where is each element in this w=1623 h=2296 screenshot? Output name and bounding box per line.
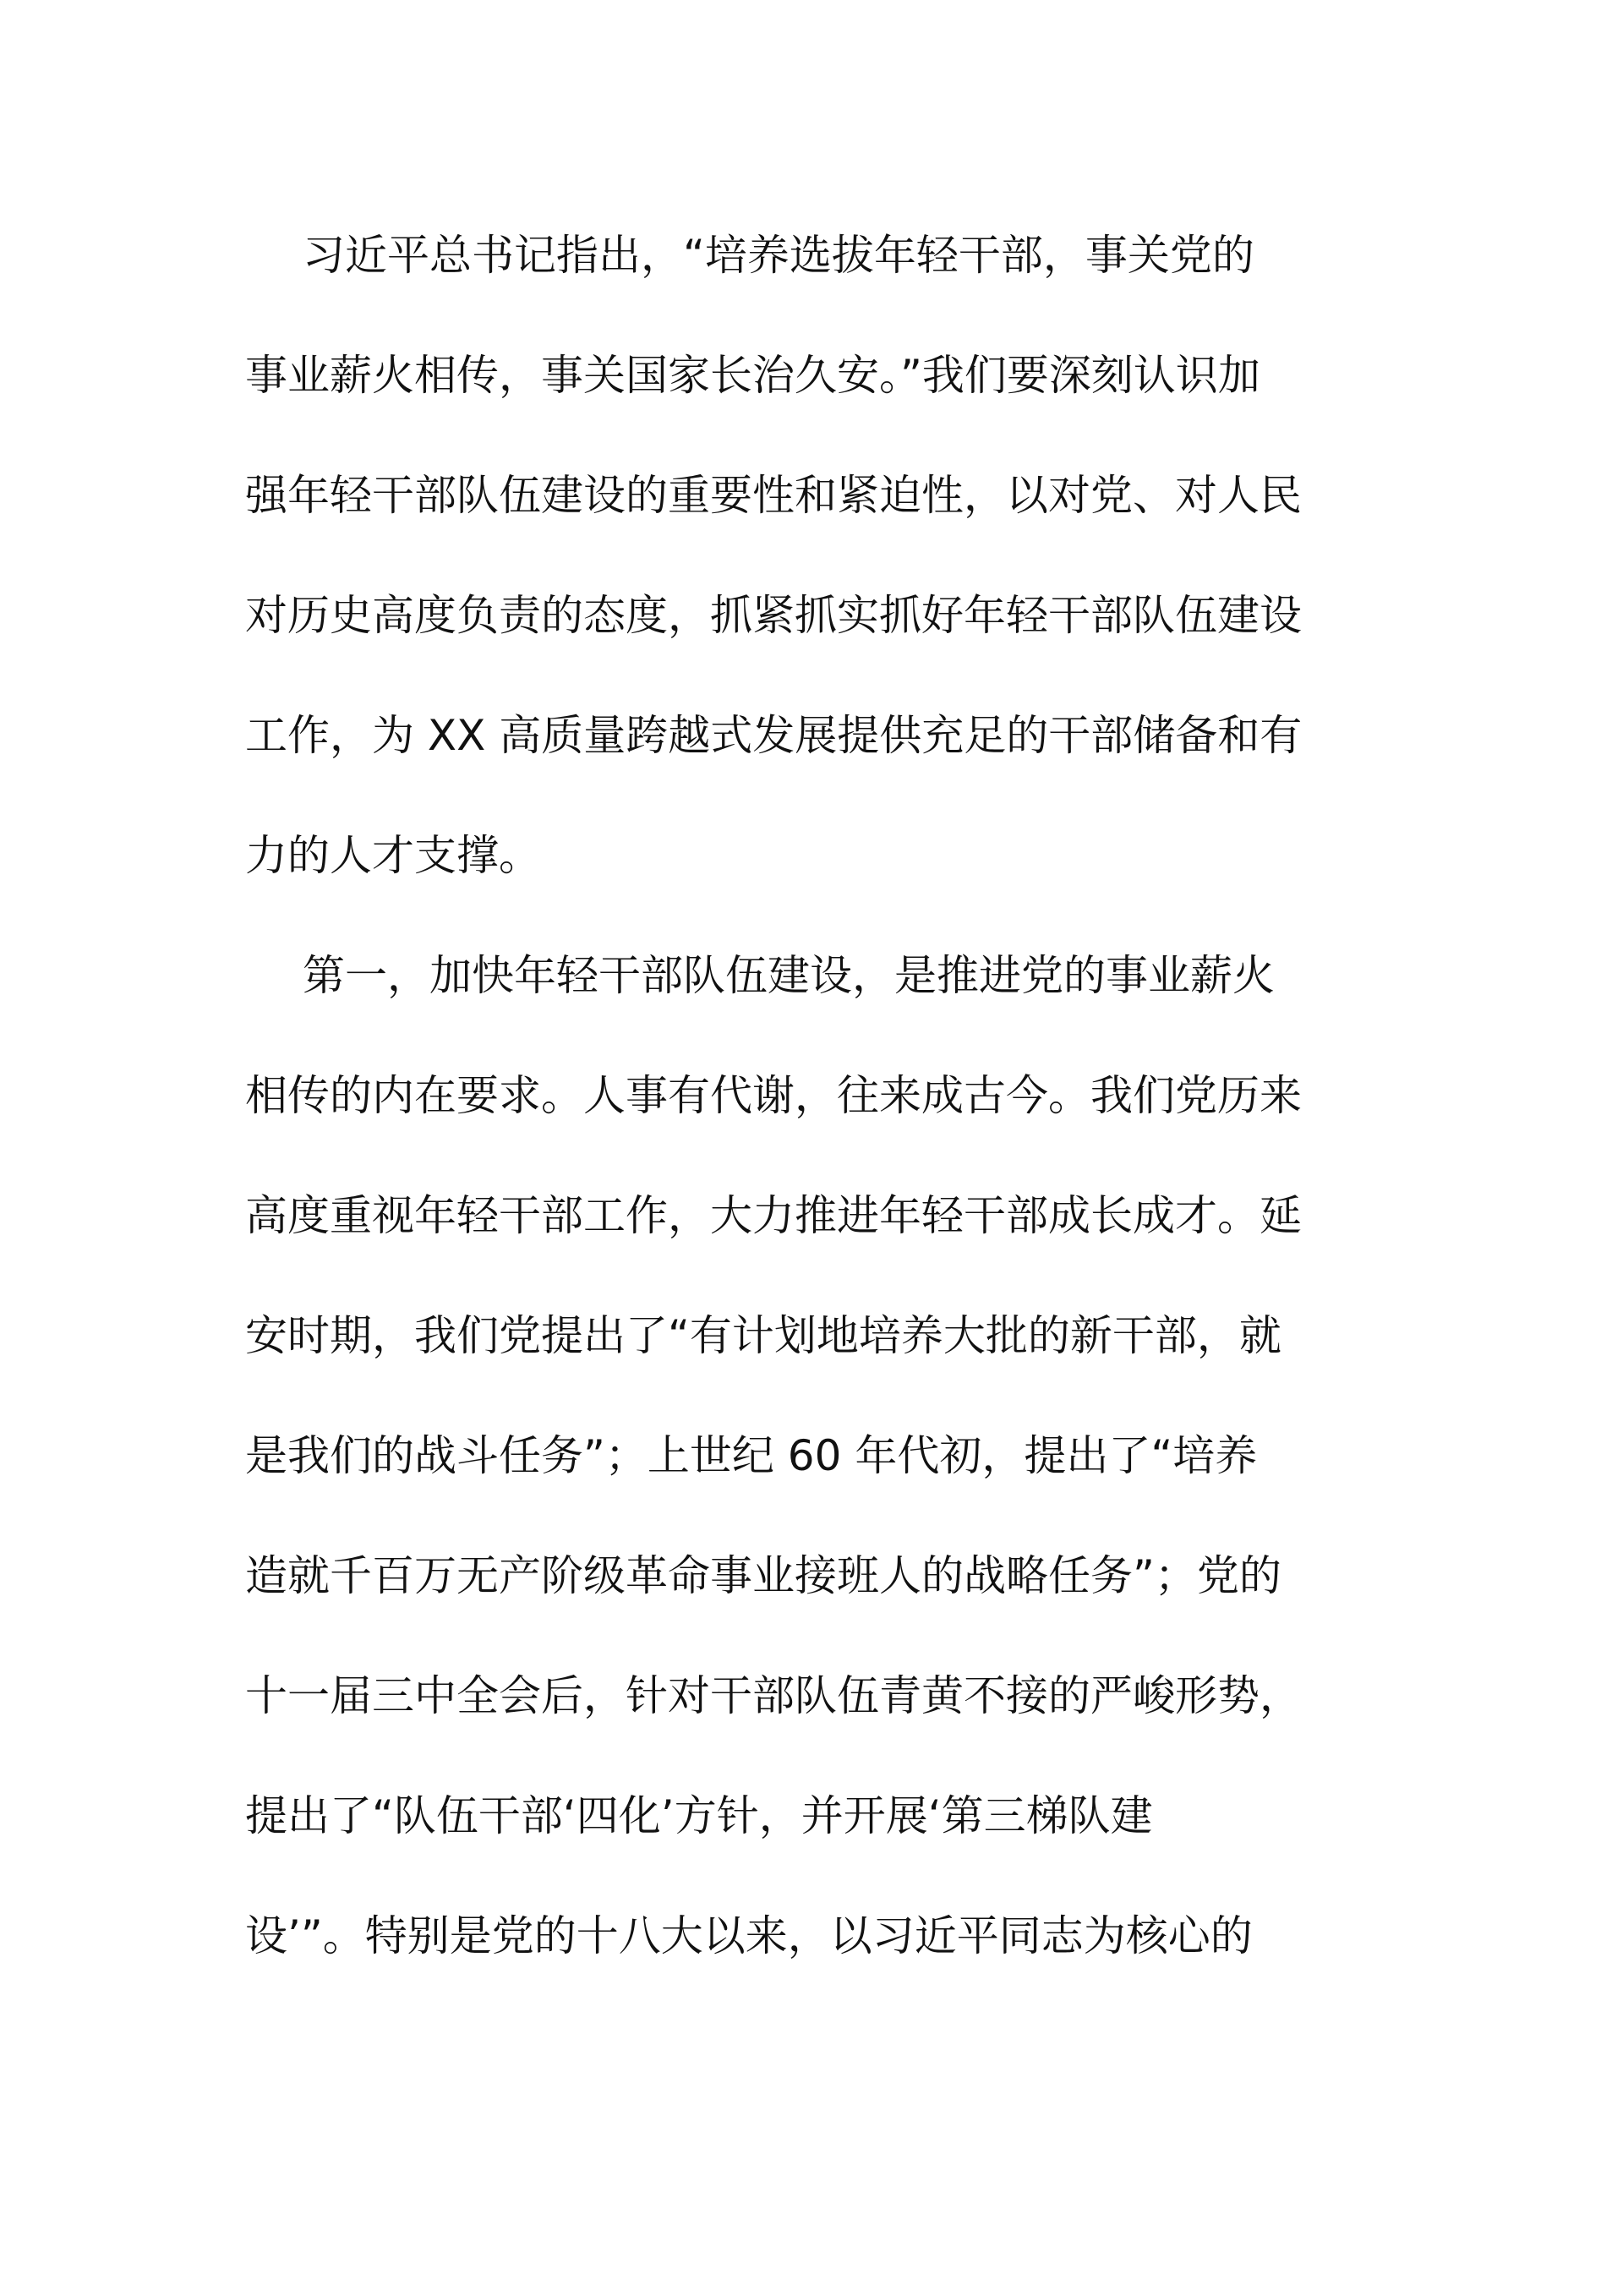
text-line: 力的人才支撑。 (245, 831, 541, 880)
text-line: 强年轻干部队伍建设的重要性和紧迫性，以对党、对人民 (245, 471, 1302, 520)
text-line: 对历史高度负责的态度，抓紧抓实抓好年轻干部队伍建设 (245, 591, 1302, 640)
text-line: 习近平总书记指出，“培养选拔年轻干部，事关党的 (303, 231, 1254, 280)
text-line: 提出了“队伍干部‘四化’方针，并开展‘第三梯队建 (245, 1791, 1153, 1840)
text-line: 第一，加快年轻干部队伍建设，是推进党的事业薪火 (303, 951, 1275, 1000)
text-line: 事业薪火相传，事关国家长治久安。”我们要深刻认识加 (245, 351, 1260, 400)
text-line: 是我们的战斗任务”；上世纪 60 年代初，提出了“培养 (245, 1431, 1258, 1480)
text-line: 工作，为 XX 高质量跨越式发展提供充足的干部储备和有 (245, 711, 1303, 760)
text-line: 十一届三中全会后，针对干部队伍青黄不接的严峻形势， (245, 1671, 1302, 1720)
text-line: 相传的内在要求。人事有代谢，往来成古今。我们党历来 (245, 1071, 1302, 1120)
text-line: 设’”。特别是党的十八大以来，以习近平同志为核心的 (245, 1911, 1253, 1960)
text-line: 安时期，我们党提出了“有计划地培养大批的新干部，就 (245, 1311, 1281, 1360)
text-line: 高度重视年轻干部工作，大力推进年轻干部成长成才。延 (245, 1191, 1302, 1240)
text-line: 造就千百万无产阶级革命事业接班人的战略任务”；党的 (245, 1551, 1281, 1600)
